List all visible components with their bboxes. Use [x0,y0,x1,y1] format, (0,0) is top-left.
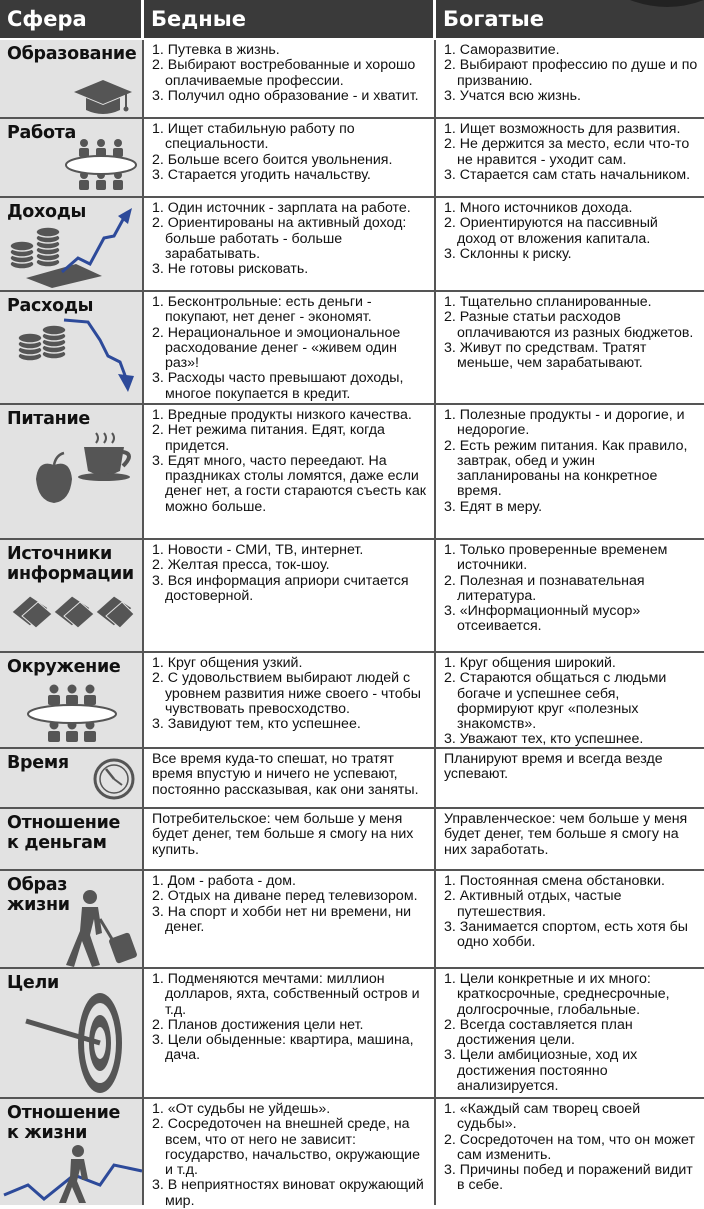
list-item: 1. Ищет стабильную работу по специальности. [152,121,355,153]
rich-cell [436,749,704,807]
cell-text: Потребительское: чем больше у меня будет денег, тем больше я смогу на них купить. [152,811,414,858]
list-item: 3. Цели амбициозные, ход их достижения постоянно анализируется. [444,1047,638,1095]
rich-cell [436,871,704,967]
category-label: Работа [7,123,77,143]
list-item: 2. Активный отдых, частые путешествия. [444,888,622,920]
cell-text: Все время куда-то спешат, но тратят время впустую и ничего не успевают, постоянно рассказывая, как они заняты. [152,751,419,798]
clock-icon [92,757,136,801]
poor-cell [144,292,436,403]
list-item: 1. Путевка в жизнь. [152,42,280,58]
poor-cell [144,119,436,196]
list-item: 1. Цели конкретные и их много: краткосрочные, среднесрочные, долгосрочные, глобальные. [444,971,670,1018]
table-row [0,969,704,1099]
category-cell [0,871,144,967]
category-label: Доходы [7,202,87,222]
list-item: 3. В неприятностях виноват окружающий мир. [152,1177,424,1209]
list-item: 3. Занимается спортом, есть хотя бы одно хобби. [444,918,688,951]
list-item: 1. «Каждый сам творец своей судьбы». [444,1101,641,1133]
list-item: 2. Всегда составляется план достижения цели. [444,1016,633,1049]
list-item: 3. Вся информация априори считается достоверной. [152,572,409,604]
table-row [0,405,704,540]
list-item: 3. Учатся всю жизнь. [444,87,581,104]
category-label: Отношение к жизни [7,1103,121,1143]
list-item: 3. «Информационный мусор» отсеивается. [444,603,641,635]
list-item: 3. Завидуют тем, кто успешнее. [152,716,361,733]
category-label: Образование [7,44,137,64]
cell-text: Планируют время и всегда везде успевают. [444,751,663,783]
rich-cell [436,809,704,869]
list-item: 1. Бесконтрольные: есть деньги - покупают, нет денег - экономят. [152,294,372,326]
list-item: 1. Полезные продукты - и дорогие, и недорогие. [444,407,685,439]
graduation-cap-icon [72,78,134,116]
poor-cell [144,1099,436,1209]
header-rich: Богатые [443,7,544,31]
category-label: Цели [7,973,59,993]
category-cell [0,40,144,117]
list-item: 3. Живут по средствам. Тратят меньше, чем зарабатывают. [444,339,647,372]
office-meeting-icon [64,137,138,195]
list-item: 2. Разные статьи расходов оплачиваются из разных бюджетов. [444,309,694,341]
list-item: 3. Старается сам стать начальником. [444,166,691,183]
table-row [0,198,704,292]
category-cell [0,749,144,807]
table-row [0,871,704,969]
rich-cell [436,198,704,290]
category-cell [0,1099,144,1205]
table-row [0,1099,704,1209]
list-item: 2. Выбирают востребованные и хорошо оплачиваемые профессии. [152,57,416,89]
header-sphere: Сфера [0,0,144,38]
list-item: 1. Новости - СМИ, ТВ, интернет. [152,542,364,558]
coins-falling-arrow-icon [10,316,138,396]
poor-cell [144,749,436,807]
table-header [0,0,704,40]
people-group-icon [24,683,120,745]
list-item: 1. Круг общения узкий. [152,655,303,671]
category-cell [0,405,144,538]
list-item: 1. «От судьбы не уйдешь». [152,1101,331,1117]
list-item: 2. Планов достижения цели нет. [152,1016,364,1033]
list-item: 1. Ищет возможность для развития. [444,121,681,137]
list-item: 2. Есть режим питания. Как правило, завтрак, обед и ужин запланированы на конкретное время. [444,437,688,500]
poor-cell [144,809,436,869]
list-item: 3. Склонны к риску. [444,245,572,262]
cell-text: Управленческое: чем больше у меня будет денег, тем больше я смогу на них заработать. [444,811,688,858]
list-item: 3. Едят в меру. [444,498,543,515]
list-item: 1. Дом - работа - дом. [152,873,296,889]
list-item: 1. Вредные продукты низкого качества. [152,407,412,423]
list-item: 2. Стараются общаться с людьми богаче и успешнее себя, формируют круг «полезных знакомств». [444,670,667,733]
rich-cell [436,1099,704,1205]
list-item: 2. Ориентированы на активный доход: больше работать - больше зарабатывать. [152,215,407,262]
list-item: 3. Не готовы рисковать. [152,261,309,278]
rich-cell [436,40,704,117]
poor-cell [144,969,436,1097]
list-item: 1. Постоянная смена обстановки. [444,873,665,889]
category-cell [0,540,144,651]
coins-rising-arrow-icon [6,206,138,288]
header-poor: Бедные [144,0,436,38]
category-label: Время [7,753,69,773]
list-item: 1. Один источник - зарплата на работе. [152,200,411,216]
table-row [0,540,704,653]
list-item: 2. Сосредоточен на внешней среде, на всем, что от него не зависит: государство, начальство, окружающие и т.д. [152,1116,420,1179]
category-label: Источники информации [7,544,134,584]
category-label: Питание [7,409,90,429]
category-cell [0,119,144,196]
table-row [0,749,704,809]
table-row [0,653,704,749]
list-item: 1. Подменяются мечтами: миллион долларов, яхта, собственный остров и т.д. [152,971,420,1018]
list-item: 3. Едят много, часто переедают. На праздниках столы ломятся, даже если денег нет, а гости стараются съесть как можно больше. [152,452,426,515]
poor-cell [144,540,436,651]
list-item: 3. Старается угодить начальству. [152,166,371,183]
rich-cell [436,405,704,538]
traveler-with-suitcase-icon [66,889,142,967]
list-item: 1. Только проверенные временем источники. [444,542,668,574]
list-item: 2. Выбирают профессию по душе и по призванию. [444,57,698,89]
category-cell [0,653,144,747]
list-item: 2. Не держится за место, если что-то не нравится - уходит сам. [444,136,690,168]
list-item: 3. Расходы часто превышают доходы, многое покупается в кредит. [152,370,404,402]
category-cell [0,809,144,869]
table-row [0,40,704,119]
list-item: 1. Круг общения широкий. [444,655,616,671]
rich-cell [436,119,704,196]
category-cell [0,969,144,1097]
list-item: 2. Нерациональное и эмоциональное расходование денег - «живем один раз»! [152,324,401,372]
list-item: 1. Саморазвитие. [444,42,560,58]
list-item: 1. Много источников дохода. [444,200,633,216]
list-item: 3. Цели обыденные: квартира, машина, дача. [152,1032,414,1064]
poor-cell [144,653,436,747]
header-decoration [630,0,704,10]
poor-cell [144,871,436,967]
rich-cell [436,969,704,1097]
category-cell [0,292,144,403]
newspapers-icon [8,592,136,632]
poor-cell [144,405,436,538]
list-item: 3. Уважают тех, кто успешнее. [444,731,644,748]
table-row [0,292,704,405]
poor-cell [144,198,436,290]
list-item: 2. Отдых на диване перед телевизором. [152,888,418,905]
category-label: Окружение [7,657,121,677]
list-item: 3. Причины побед и поражений видит в себе. [444,1162,693,1194]
list-item: 2. Желтая пресса, ток-шоу. [152,557,330,574]
list-item: 2. Ориентируются на пассивный доход от вложения капитала. [444,215,658,247]
category-label: Образ жизни [7,875,70,915]
category-label: Отношение к деньгам [7,813,121,853]
list-item: 1. Тщательно спланированные. [444,294,652,310]
rich-cell [436,653,704,747]
list-item: 3. Получил одно образование - и хватит. [152,87,419,104]
list-item: 2. С удовольствием выбирают людей с уровнем развития ниже своего - чтобы чувствовать превосходство. [152,670,421,717]
category-label: Расходы [7,296,94,316]
target-dart-icon [22,991,136,1097]
table-row [0,809,704,871]
list-item: 3. На спорт и хобби нет ни времени, ни денег. [152,903,412,935]
rich-cell [436,292,704,403]
list-item: 2. Нет режима питания. Едят, когда придется. [152,422,385,454]
walking-person-icon [4,1145,142,1203]
table-row [0,119,704,198]
apple-and-cup-icon [34,435,134,507]
list-item: 2. Больше всего боится увольнения. [152,151,393,168]
rich-cell [436,540,704,651]
list-item: 2. Полезная и познавательная литература. [444,572,645,604]
poor-cell [144,40,436,117]
category-cell [0,198,144,290]
list-item: 2. Сосредоточен на том, что он может сам изменить. [444,1131,695,1163]
